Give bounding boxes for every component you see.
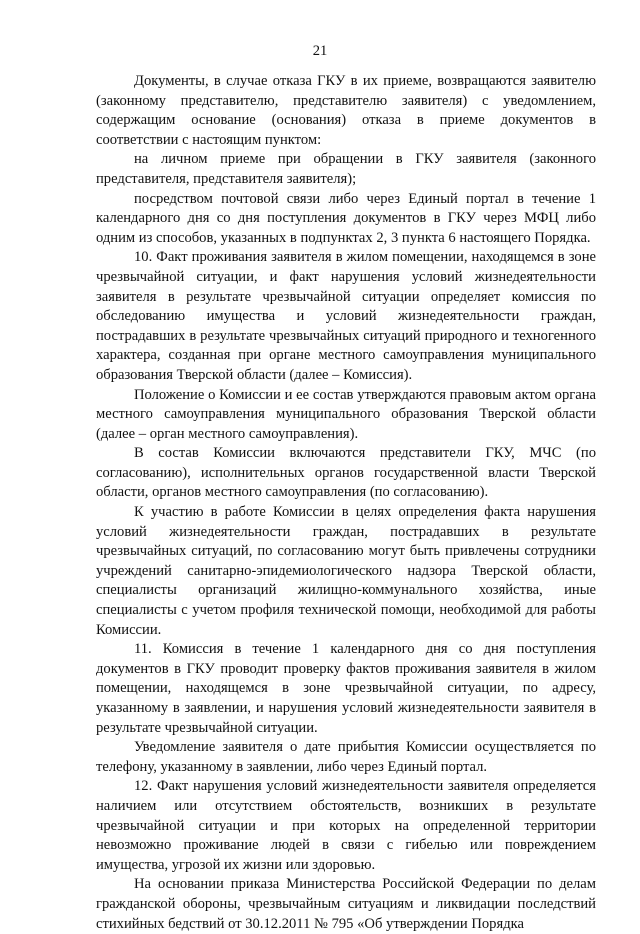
document-body: [96, 72, 596, 934]
paragraph-personal-reception: на личном приеме при обращении в ГКУ заявителя (законного представителя, представителя заявителя);: [96, 151, 596, 187]
page-number: 21: [312, 43, 328, 59]
paragraph-ministry-order: На основании приказа Министерства Российской Федерации по делам гражданской обороны, чрезвычайным ситуациям и ликвидации последствий стихийных бедствий от 30.12.2011 № 795 «Об утверждении Порядка: [96, 876, 596, 932]
paragraph-clause-11: 11. Комиссия в течение 1 календарного дня со дня поступления документов в ГКУ проводит проверку фактов проживания заявителя в жилом помещении, находящемся в зоне чрезвычайной ситуации, по адресу, указанному в заявлении, и нарушения условий жизнедеятельности заявителя в результате чрезвычайной ситуации.: [96, 641, 596, 736]
paragraph-postal-delivery: посредством почтовой связи либо через Единый портал в течение 1 календарного дня со дня поступления документов в ГКУ через МФЦ либо одним из способов, указанных в подпунктах 2, 3 пункта 6 настоящего Порядка.: [96, 190, 596, 246]
paragraph-commission-regulation: Положение о Комиссии и ее состав утверждаются правовым актом органа местного самоуправления муниципального образования Тверской области (далее – орган местного самоуправления).: [96, 386, 596, 442]
paragraph-notification: Уведомление заявителя о дате прибытия Комиссии осуществляется по телефону, указанному в заявлении, либо через Единый портал.: [96, 739, 596, 775]
paragraph-clause-10: 10. Факт проживания заявителя в жилом помещении, находящемся в зоне чрезвычайной ситуации, и факт нарушения условий жизнедеятельности заявителя в результате чрезвычайной ситуации определяет комиссия по обследованию имущества и условий жизнедеятельности граждан, пострадавших в результате чрезвычайных ситуаций природного и техногенного характера, созданная при органе местного самоуправления муниципального образования Тверской области (далее – Комиссия).: [96, 249, 596, 383]
paragraph-clause-12: 12. Факт нарушения условий жизнедеятельности заявителя определяется наличием или отсутствием обстоятельств, возникших в результате чрезвычайной ситуации и при которых на определенной территории невозможно проживание людей в связи с гибелью или повреждением имущества, угрозой их жизни или здоровью.: [96, 778, 596, 873]
paragraph-commission-members: В состав Комиссии включаются представители ГКУ, МЧС (по согласованию), исполнительных органов государственной власти Тверской области, органов местного самоуправления (по согласованию).: [96, 445, 596, 501]
paragraph-commission-participants: К участию в работе Комиссии в целях определения факта нарушения условий жизнедеятельности граждан, пострадавших в результате чрезвычайных ситуаций, по согласованию могут быть привлечены сотрудники учреждений санитарно-эпидемиологического надзора Тверской области, специалисты организаций жилищно-коммунального хозяйства, иные специалисты с учетом профиля технической помощи, необходимой для работы Комиссии.: [96, 504, 596, 638]
paragraph-documents-return: Документы, в случае отказа ГКУ в их приеме, возвращаются заявителю (законному представителю, представителю заявителя) с уведомлением, содержащим основание (основания) отказа в приеме документов в соответствии с настоящим пунктом:: [96, 73, 596, 148]
